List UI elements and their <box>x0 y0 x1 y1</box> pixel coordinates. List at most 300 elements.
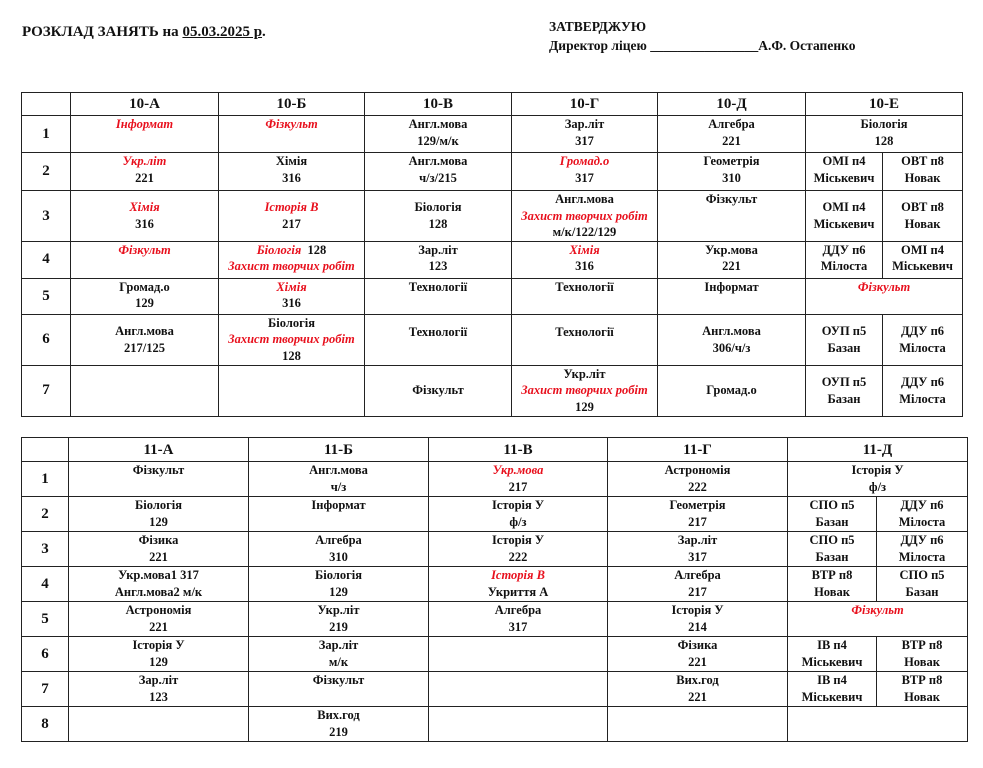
subject-name: Англ.мова <box>309 463 368 477</box>
cell-line: 129 <box>149 514 168 529</box>
subject-name: Англ.мова <box>408 154 468 168</box>
approval-title: ЗАТВЕРДЖУЮ <box>549 19 647 34</box>
cell-line: 219 <box>329 619 348 634</box>
cell-line: 217 <box>688 514 707 529</box>
subject-name: Укр.літ <box>563 366 606 381</box>
schedule-cell <box>249 602 429 637</box>
lesson-number: 8 <box>22 707 69 742</box>
schedule-cell <box>608 672 788 707</box>
schedule-cell <box>219 314 365 365</box>
schedule-cell <box>429 672 608 707</box>
schedule-cell <box>69 637 249 672</box>
subject-name: ДДУ п6 <box>900 533 944 547</box>
cell-line: Мілоста <box>899 340 946 355</box>
schedule-title <box>22 24 266 41</box>
cell-line: Мілоста <box>898 514 946 529</box>
schedule-cell <box>806 314 883 365</box>
cell-line: 214 <box>688 619 707 634</box>
subject-name: ОМІ п4 <box>901 242 944 257</box>
schedule-cell <box>71 314 219 365</box>
schedule-cell <box>877 567 968 602</box>
schedule-cell <box>365 153 512 191</box>
cell-line: 217 <box>508 479 528 494</box>
cell-line: 123 <box>428 259 448 273</box>
schedule-cell <box>512 314 658 365</box>
cell-line: Новак <box>904 689 940 704</box>
cell-line: Базан <box>827 391 861 406</box>
cell-line: 316 <box>575 259 594 273</box>
cell-line: 217 <box>688 584 707 599</box>
event-note: Захист творчих робіт <box>228 259 355 273</box>
subject-name: Англ.мова <box>115 324 174 338</box>
cell-line: 129 <box>575 399 594 414</box>
cell-line: 129 <box>135 296 154 310</box>
schedule-cell <box>608 567 788 602</box>
subject-name: Біологія <box>268 315 315 330</box>
approval-block <box>549 17 855 55</box>
cell-line: Базан <box>905 584 939 599</box>
lesson-number: 5 <box>22 602 69 637</box>
schedule-cell <box>249 672 429 707</box>
schedule-cell <box>249 497 429 532</box>
subject-name: Укр.мова <box>492 463 544 477</box>
table-row <box>22 191 963 242</box>
cell-line: ч/з <box>330 479 347 494</box>
subject-name: Зар.літ <box>418 242 458 257</box>
subject-name: Фізкульт <box>265 117 318 131</box>
schedule-cell <box>608 497 788 532</box>
cell-line: 317 <box>688 549 707 564</box>
schedule-cell <box>512 153 658 191</box>
schedule-cell <box>219 241 365 278</box>
subject-name: Алгебра <box>708 117 755 131</box>
cell-line: ф/з <box>509 514 527 529</box>
schedule-cell <box>608 602 788 637</box>
cell-line: 310 <box>329 549 348 564</box>
schedule-cell <box>69 497 249 532</box>
cell-line: 317 <box>575 170 594 185</box>
lesson-number: 3 <box>22 191 71 242</box>
schedule-cell <box>658 365 806 416</box>
class-header: 10-Г <box>512 93 658 116</box>
schedule-table-11 <box>21 437 968 742</box>
table-row <box>22 462 968 497</box>
cell-line: 310 <box>722 170 741 185</box>
cell-line: Мілоста <box>898 549 946 564</box>
schedule-cell <box>806 191 883 242</box>
lesson-number: 7 <box>22 365 71 416</box>
table-row <box>22 314 963 365</box>
lesson-number: 2 <box>22 153 71 191</box>
cell-line: 123 <box>149 689 168 704</box>
cell-line: 306/ч/з <box>712 340 751 355</box>
subject-name: Геометрія <box>669 498 726 512</box>
lesson-number: 4 <box>22 241 71 278</box>
subject-name: Інформат <box>704 279 759 294</box>
schedule-cell <box>658 116 806 153</box>
cell-line: 128 <box>874 133 894 148</box>
subject-name: Фізика <box>677 638 718 652</box>
table-row <box>22 532 968 567</box>
lesson-number: 6 <box>22 314 71 365</box>
subject-name: Технології <box>555 324 614 339</box>
schedule-cell <box>69 602 249 637</box>
subject-name: Історія У <box>491 498 545 512</box>
subject-name: Історія У <box>491 533 545 547</box>
schedule-cell <box>69 672 249 707</box>
cell-line: 221 <box>149 549 168 564</box>
class-header: 10-В <box>365 93 512 116</box>
cell-line: 221 <box>722 259 741 273</box>
lesson-number: 6 <box>22 637 69 672</box>
schedule-cell <box>877 497 968 532</box>
subject-name: Фізкульт <box>312 673 365 687</box>
schedule-cell <box>71 278 219 314</box>
corner-cell <box>22 93 71 116</box>
subject-name: Зар.літ <box>318 638 359 652</box>
schedule-cell <box>788 567 877 602</box>
schedule-cell <box>71 153 219 191</box>
subject-name: ІВ п4 <box>817 673 847 687</box>
schedule-cell <box>219 191 365 242</box>
lesson-number: 2 <box>22 497 69 532</box>
schedule-cell <box>788 532 877 567</box>
schedule-cell <box>788 497 877 532</box>
cell-line: 222 <box>688 479 707 494</box>
schedule-cell <box>429 707 608 742</box>
subject-name: Алгебра <box>494 603 542 617</box>
schedule-cell <box>365 241 512 278</box>
schedule-cell <box>219 365 365 416</box>
schedule-cell <box>877 532 968 567</box>
subject-name: Зар.літ <box>564 117 605 131</box>
subject-name: Громад.о <box>119 279 170 294</box>
schedule-cell <box>883 241 963 278</box>
schedule-cell <box>608 532 788 567</box>
class-header: 11-Б <box>249 438 429 462</box>
cell-line: 221 <box>149 619 168 634</box>
schedule-cell <box>429 567 608 602</box>
schedule-cell <box>788 672 877 707</box>
cell-line: Захист творчих робіт <box>228 332 355 347</box>
schedule-cell <box>219 116 365 153</box>
subject-name: ВТР п8 <box>901 673 943 687</box>
cell-line: 316 <box>135 216 154 231</box>
schedule-cell <box>512 278 658 314</box>
subject-name: Історія У <box>671 603 724 617</box>
subject-name: ДДУ п6 <box>900 375 945 389</box>
subject-name: Англ.мова <box>408 117 468 131</box>
subject-name: Фізкульт <box>132 463 185 477</box>
subject-name: ОУП п5 <box>821 324 867 338</box>
subject-name: Біологія <box>315 568 362 582</box>
subject-name: Укр.літ <box>317 603 360 617</box>
subject-name: ОМІ п4 <box>822 200 866 215</box>
schedule-cell <box>658 153 806 191</box>
subject-name: Технології <box>408 279 468 294</box>
cell-line: Міськевич <box>813 216 875 231</box>
table-row <box>22 278 963 314</box>
table-row <box>22 637 968 672</box>
schedule-cell <box>788 707 968 742</box>
schedule-cell <box>365 278 512 314</box>
schedule-cell <box>806 365 883 416</box>
schedule-cell <box>512 116 658 153</box>
approval-signature-line: Директор ліцею ________________А.Ф. Остапенко <box>549 38 856 53</box>
schedule-date: 05.03.2025 р <box>182 24 263 40</box>
subject-name: Громад.о <box>706 383 757 398</box>
room-number: 128 <box>301 242 327 257</box>
class-header: 11-Г <box>608 438 788 462</box>
subject-name: Вих.год <box>317 708 360 722</box>
subject-name: ДДУ п6 <box>900 324 945 338</box>
subject-name: Англ.мова <box>702 324 761 338</box>
lesson-number: 1 <box>22 116 71 153</box>
schedule-cell <box>788 462 968 497</box>
class-header: 11-А <box>69 438 249 462</box>
schedule-cell <box>69 707 249 742</box>
schedule-cell <box>806 116 963 153</box>
schedule-cell <box>429 637 608 672</box>
lesson-number: 7 <box>22 672 69 707</box>
schedule-cell <box>788 637 877 672</box>
subject-name: Біологія <box>860 117 908 131</box>
cell-line: Новак <box>904 216 941 231</box>
schedule-cell <box>365 191 512 242</box>
subject-name: ВТР п8 <box>901 638 943 652</box>
subject-name: ОУП п5 <box>821 375 867 389</box>
subject-name: Громад.о <box>559 154 610 168</box>
subject-name: Хімія <box>569 242 600 257</box>
table-row <box>22 672 968 707</box>
subject-name: СПО п5 <box>809 533 855 547</box>
cell-line: м/к/122/129 <box>552 225 617 239</box>
subject-name: ДДУ п6 <box>900 498 944 512</box>
subject-name: Фізика <box>138 533 179 547</box>
subject-name: Геометрія <box>703 154 760 168</box>
subject-name: Алгебра <box>674 568 721 582</box>
schedule-cell <box>658 191 806 242</box>
table-row <box>22 707 968 742</box>
subject-name: Інформат <box>311 498 366 512</box>
cell-line: 317 <box>508 619 528 634</box>
cell-line: 129 <box>329 584 348 599</box>
subject-name: Фізкульт <box>412 383 464 398</box>
subject-name: Історія У <box>851 463 904 477</box>
title-suffix: . <box>262 24 266 40</box>
cell-line: Захист творчих робіт <box>521 208 648 223</box>
class-header: 10-Б <box>219 93 365 116</box>
cell-line: 221 <box>135 170 154 185</box>
table-row <box>22 602 968 637</box>
cell-line: 128 <box>282 348 301 363</box>
lesson-number: 3 <box>22 532 69 567</box>
schedule-cell <box>71 191 219 242</box>
subject-name: Біологія <box>135 498 182 512</box>
lesson-number: 4 <box>22 567 69 602</box>
schedule-cell <box>512 241 658 278</box>
schedule-cell <box>788 602 968 637</box>
cell-line: Базан <box>815 514 849 529</box>
subject-name: Фізкульт <box>705 192 758 206</box>
cell-line: Міськевич <box>801 689 863 704</box>
schedule-cell <box>512 365 658 416</box>
schedule-cell <box>806 278 963 314</box>
subject-name: ОМІ п4 <box>822 154 866 168</box>
subject-name: Технології <box>408 324 468 339</box>
subject-name: Хімія <box>275 154 308 168</box>
class-header: 11-Д <box>788 438 968 462</box>
schedule-cell <box>249 637 429 672</box>
subject-name: Зар.літ <box>677 533 718 547</box>
subject-name: Алгебра <box>315 533 362 547</box>
cell-line: Мілоста <box>820 259 868 273</box>
subject-name: ВТР п8 <box>811 568 853 582</box>
schedule-cell <box>365 314 512 365</box>
subject-name: СПО п5 <box>809 498 855 512</box>
schedule-cell <box>365 116 512 153</box>
schedule-cell <box>429 602 608 637</box>
cell-line: Міськевич <box>801 654 863 669</box>
table-row <box>22 567 968 602</box>
schedule-table-10 <box>21 92 963 417</box>
subject-name: Фізкульт <box>857 279 911 294</box>
subject-name: Укр.літ <box>122 154 167 168</box>
cell-line: 316 <box>282 296 301 310</box>
subject-name: Інформат <box>115 117 174 131</box>
subject-name: Технології <box>555 279 614 294</box>
schedule-cell <box>883 191 963 242</box>
class-header: 11-В <box>429 438 608 462</box>
schedule-cell <box>69 532 249 567</box>
corner-cell <box>22 438 69 462</box>
subject-name: СПО п5 <box>899 568 945 582</box>
schedule-cell <box>429 497 608 532</box>
class-header: 10-Д <box>658 93 806 116</box>
schedule-cell <box>249 567 429 602</box>
table-row <box>22 497 968 532</box>
table-row <box>22 153 963 191</box>
subject-name: Укр.мова1 317 <box>118 568 199 582</box>
schedule-cell <box>69 462 249 497</box>
schedule-cell <box>658 314 806 365</box>
schedule-cell <box>877 637 968 672</box>
schedule-cell <box>883 365 963 416</box>
schedule-cell <box>71 365 219 416</box>
class-header: 10-Е <box>806 93 963 116</box>
schedule-cell <box>608 637 788 672</box>
cell-line: Захист творчих робіт <box>521 383 648 397</box>
schedule-cell <box>658 241 806 278</box>
cell-line: Новак <box>904 654 940 669</box>
subject-name: Укр.мова <box>705 242 758 257</box>
cell-line: Базан <box>827 340 861 355</box>
subject-name: Астрономія <box>664 463 731 477</box>
schedule-cell <box>71 241 219 278</box>
table-header-row <box>22 93 963 116</box>
cell-line: 129/м/к <box>417 133 459 148</box>
subject-name: ОВТ п8 <box>901 154 944 168</box>
cell-line: Новак <box>814 584 850 599</box>
subject-name: Історія В <box>264 200 319 215</box>
cell-line: Англ.мова2 м/к <box>114 584 203 599</box>
schedule-cell <box>877 672 968 707</box>
schedule-cell <box>806 241 883 278</box>
schedule-cell <box>249 462 429 497</box>
cell-line: Мілоста <box>899 391 946 406</box>
schedule-cell <box>69 567 249 602</box>
schedule-cell <box>429 462 608 497</box>
cell-line: 128 <box>428 216 448 231</box>
schedule-cell <box>608 462 788 497</box>
cell-line: 221 <box>688 654 707 669</box>
schedule-cell <box>219 153 365 191</box>
table-row <box>22 116 963 153</box>
cell-line: 129 <box>149 654 168 669</box>
cell-line: 217 <box>282 216 301 231</box>
table-row <box>22 241 963 278</box>
subject-name: Астрономія <box>125 603 192 617</box>
cell-line: Міськевич <box>813 170 875 185</box>
subject-name: ДДУ п6 <box>822 242 866 257</box>
cell-line: 221 <box>722 133 741 148</box>
schedule-cell <box>429 532 608 567</box>
class-header: 10-А <box>71 93 219 116</box>
cell-line: Укриття А <box>487 584 549 599</box>
subject-name: Хімія <box>129 200 160 215</box>
cell-line: 219 <box>329 724 348 739</box>
subject-name: Англ.мова <box>555 192 614 206</box>
schedule-cell <box>658 278 806 314</box>
schedule-cell <box>806 153 883 191</box>
subject-name: Хімія <box>276 279 307 294</box>
cell-line: Базан <box>815 549 849 564</box>
cell-line: 221 <box>688 689 707 704</box>
cell-line: 317 <box>575 133 594 148</box>
subject-name: Зар.літ <box>138 673 179 687</box>
schedule-cell <box>249 532 429 567</box>
cell-line: ф/з <box>868 479 887 494</box>
subject-name: Біологія <box>414 200 462 215</box>
schedule-cell <box>512 191 658 242</box>
schedule-cell <box>883 153 963 191</box>
title-prefix: РОЗКЛАД ЗАНЯТЬ на <box>22 24 183 40</box>
schedule-cell <box>219 278 365 314</box>
subject-name: ІВ п4 <box>817 638 847 652</box>
table-header-row <box>22 438 968 462</box>
schedule-cell <box>883 314 963 365</box>
schedule-cell <box>71 116 219 153</box>
lesson-number: 5 <box>22 278 71 314</box>
subject-name: ОВТ п8 <box>901 200 944 215</box>
subject-name: Фізкульт <box>118 242 171 257</box>
cell-line: ч/з/215 <box>419 170 457 185</box>
subject-name: Історія В <box>491 568 545 582</box>
subject-name: Фізкульт <box>851 603 904 617</box>
schedule-cell <box>249 707 429 742</box>
cell-line: м/к <box>328 654 349 669</box>
cell-line: Міськевич <box>892 259 953 273</box>
table-row <box>22 365 963 416</box>
cell-line: 222 <box>508 549 528 564</box>
cell-line: Новак <box>904 170 941 185</box>
schedule-cell <box>365 365 512 416</box>
subject-name: Історія У <box>132 638 185 652</box>
cell-line: 217/125 <box>124 340 165 355</box>
lesson-number: 1 <box>22 462 69 497</box>
subject-name: Вих.год <box>676 673 719 687</box>
subject-name: Біологія <box>256 242 302 257</box>
